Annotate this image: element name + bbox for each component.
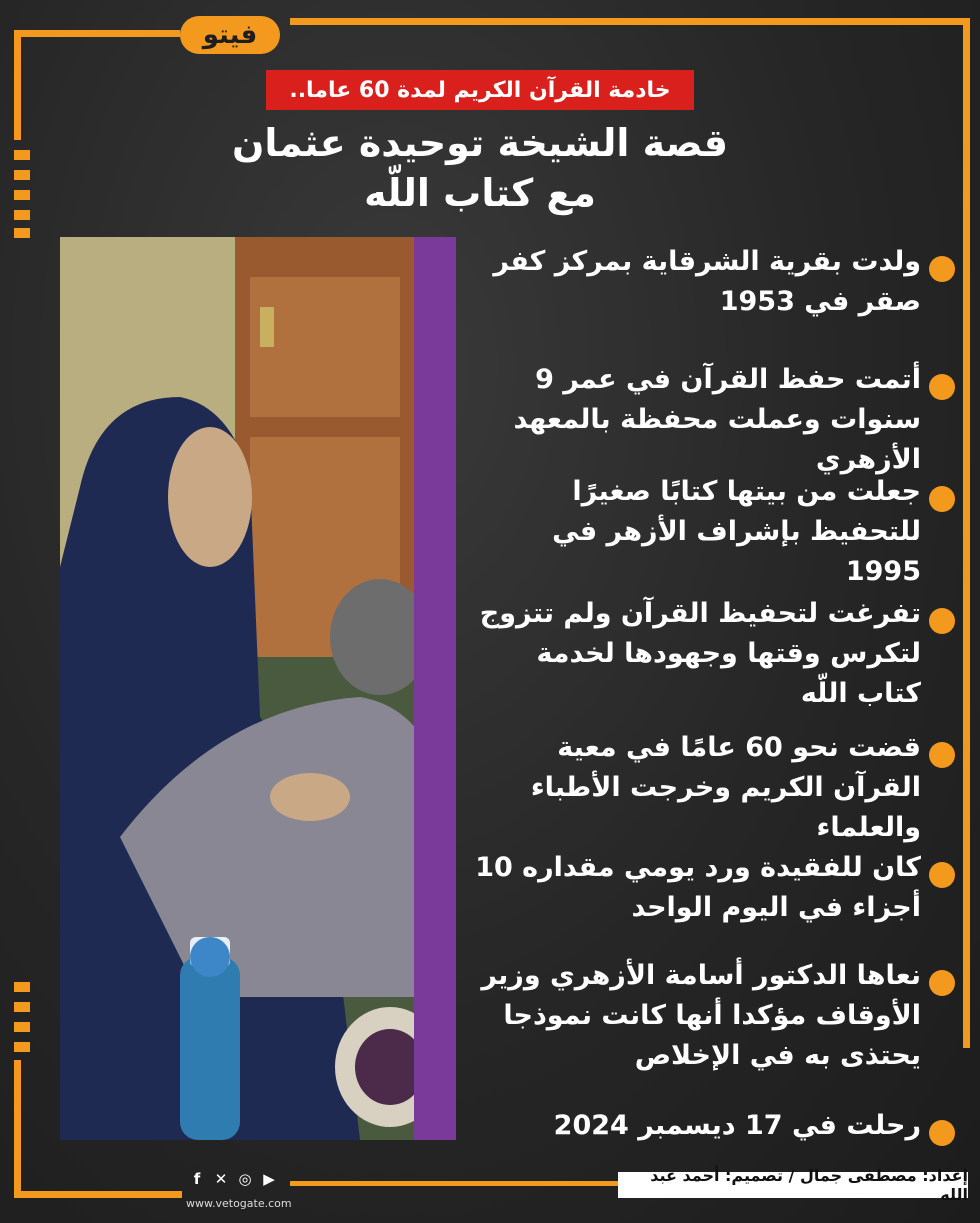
- frame-dash: [14, 1002, 30, 1012]
- frame-left-bottom-line: [14, 1060, 21, 1198]
- bullet-dot: [929, 486, 955, 512]
- frame-dash: [14, 170, 30, 180]
- fact-item: [470, 472, 955, 592]
- frame-top-right-line: [290, 18, 970, 25]
- fact-text: ولدت بقرية الشرقاية بمركز كفر صقر في 1953: [493, 246, 921, 317]
- fact-item: [470, 848, 955, 928]
- fact-text: جعلت من بيتها كتابًا صغيرًا للتحفيظ بإشراف الأزهر في 1995: [552, 476, 921, 587]
- bullet-dot: [929, 608, 955, 634]
- bullet-dot: [929, 1120, 955, 1146]
- portrait-photo: [60, 237, 456, 1140]
- fact-text: نعاها الدكتور أسامة الأزهري وزير الأوقاف مؤكدا أنها كانت نموذجا يحتذى به في الإخلاص: [481, 960, 921, 1071]
- frame-dash: [14, 228, 30, 238]
- bullet-dot: [929, 970, 955, 996]
- frame-dash: [14, 982, 30, 992]
- fact-item: [470, 956, 955, 1076]
- bullet-dot: [929, 256, 955, 282]
- frame-bottom-right-line: [290, 1181, 620, 1186]
- fact-item: [470, 594, 955, 714]
- youtube-icon[interactable]: ▶: [263, 1170, 275, 1188]
- frame-top-line: [14, 30, 180, 37]
- fact-item: [470, 360, 955, 480]
- fact-item: [470, 242, 955, 322]
- website-url[interactable]: www.vetogate.com: [186, 1197, 292, 1210]
- facebook-icon[interactable]: f: [193, 1170, 201, 1188]
- bullet-dot: [929, 742, 955, 768]
- social-icons: [188, 1170, 278, 1188]
- twitter-icon[interactable]: ✕: [214, 1170, 228, 1188]
- tagline-banner: خادمة القرآن الكريم لمدة 60 عاما..: [266, 70, 694, 110]
- frame-right-line: [963, 18, 970, 1048]
- bullet-dot: [929, 374, 955, 400]
- fact-item: [470, 1106, 955, 1146]
- frame-dash: [14, 190, 30, 200]
- fact-text: رحلت في 17 ديسمبر 2024: [553, 1110, 921, 1141]
- portrait-illustration: [60, 237, 456, 1140]
- fact-text: أتمت حفظ القرآن في عمر 9 سنوات وعملت محفظة بالمعهد الأزهري: [513, 364, 921, 475]
- fact-text: تفرغت لتحفيظ القرآن ولم تتزوج لتكرس وقتها وجهودها لخدمة كتاب اللّه: [479, 598, 921, 709]
- title-line-1: قصة الشيخة توحيدة عثمان: [232, 121, 728, 165]
- title-line-2: مع كتاب اللّه: [364, 171, 596, 215]
- frame-dash: [14, 1042, 30, 1052]
- instagram-icon[interactable]: ◎: [238, 1170, 252, 1188]
- credits-label: إعداد: مصطفى جمال / تصميم: أحمد عبد الله: [618, 1172, 968, 1198]
- bullet-dot: [929, 862, 955, 888]
- fact-text: قضت نحو 60 عامًا في معية القرآن الكريم وخرجت الأطباء والعلماء: [530, 732, 921, 843]
- fact-text: كان للفقيدة ورد يومي مقداره 10 أجزاء في اليوم الواحد: [475, 852, 921, 923]
- page-title: [150, 118, 810, 218]
- brand-logo: فيتو: [180, 16, 280, 54]
- frame-dash: [14, 1022, 30, 1032]
- frame-dash: [14, 210, 30, 220]
- frame-bottom-line: [14, 1191, 182, 1198]
- purple-accent-bar: [414, 237, 456, 1140]
- frame-left-line: [14, 30, 21, 140]
- frame-dash: [14, 150, 30, 160]
- fact-item: [470, 728, 955, 848]
